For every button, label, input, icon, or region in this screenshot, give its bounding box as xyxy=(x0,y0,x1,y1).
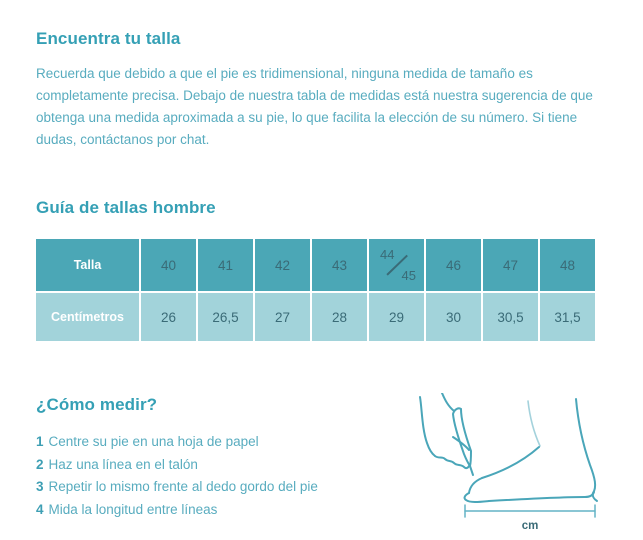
measure-step-3 xyxy=(36,476,409,499)
measure-step-4 xyxy=(36,499,409,522)
cm-cell: 30,5 xyxy=(483,293,538,341)
size-cell: 47 xyxy=(483,239,538,291)
size-table-row-label-talla: Talla xyxy=(36,239,139,291)
pen-outline xyxy=(453,408,471,466)
step-number: 4 xyxy=(36,501,44,517)
size-cell: 40 xyxy=(141,239,196,291)
foot-top-outline xyxy=(482,447,539,478)
size-44: 44 xyxy=(380,247,395,262)
step-number: 2 xyxy=(36,456,44,472)
foot-sole-outline xyxy=(489,492,594,501)
step-text: Haz una línea en el talón xyxy=(48,456,198,472)
finger-outline xyxy=(435,456,469,468)
size-cell-44-45 xyxy=(369,239,424,291)
shin-outline xyxy=(528,401,540,446)
section-how-to-measure xyxy=(36,395,607,536)
step-number: 1 xyxy=(36,434,44,449)
size-guide-title: Guía de tallas hombre xyxy=(36,198,216,217)
measure-steps-list xyxy=(36,431,409,521)
step-text: Centre su pie en una hoja de papel xyxy=(48,434,259,449)
cm-cell: 28 xyxy=(312,293,367,341)
cm-cell: 26,5 xyxy=(198,293,253,341)
cm-cell: 30 xyxy=(426,293,481,341)
measure-steps-column xyxy=(36,395,409,521)
size-cell: 43 xyxy=(312,239,367,291)
size-cell: 48 xyxy=(540,239,595,291)
cm-cell: 29 xyxy=(369,293,424,341)
pen-tip-mark xyxy=(470,466,473,475)
step-text: Mida la longitud entre líneas xyxy=(48,501,218,517)
foot-toe-top-outline xyxy=(469,478,482,493)
heel-outline xyxy=(576,399,597,501)
hand-outline xyxy=(420,397,435,456)
find-size-description: Recuerda que debido a que el pie es tridimensional, ninguna medida de tamaño es completamente precisa. Debajo de nuestra tabla de medidas está nuestra sugerencia de que obtenga una medida aproximada a su pie, lo que facilita la elección de su número. Si tiene dudas, contáctanos por chat. xyxy=(36,66,593,147)
cm-cell: 31,5 xyxy=(540,293,595,341)
measure-step-1 xyxy=(36,431,409,454)
section-size-guide xyxy=(36,198,607,341)
size-45: 45 xyxy=(401,268,416,283)
size-cell: 41 xyxy=(198,239,253,291)
step-number: 3 xyxy=(36,479,44,494)
size-table xyxy=(36,239,595,341)
foot-measuring-illustration xyxy=(409,393,607,536)
cm-cell: 26 xyxy=(141,293,196,341)
hand-outline xyxy=(442,393,454,411)
step-text: Repetir lo mismo frente al dedo gordo del pie xyxy=(48,479,318,494)
section-find-size xyxy=(36,29,607,151)
find-size-title: Encuentra tu talla xyxy=(36,29,181,48)
size-table-row-label-centimetros: Centímetros xyxy=(36,293,139,341)
foot-toe-outline xyxy=(465,493,489,502)
size-cell: 42 xyxy=(255,239,310,291)
size-cell: 46 xyxy=(426,239,481,291)
measure-step-2 xyxy=(36,454,409,477)
how-to-measure-title: ¿Cómo medir? xyxy=(36,395,158,414)
cm-cell: 27 xyxy=(255,293,310,341)
ruler-unit-label: cm xyxy=(521,520,539,532)
